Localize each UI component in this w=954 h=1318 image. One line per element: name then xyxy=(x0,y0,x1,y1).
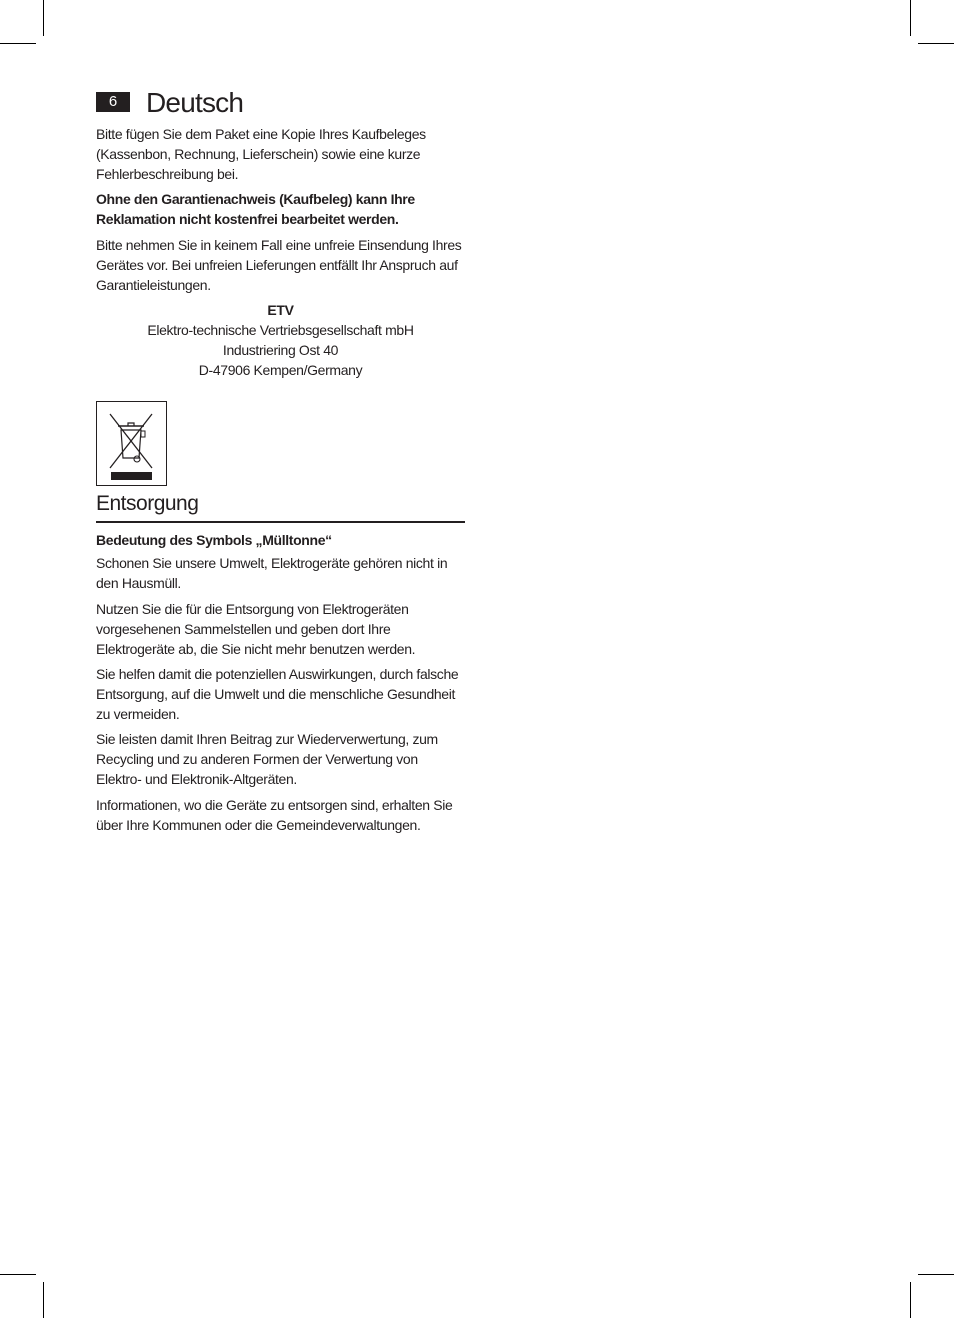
crop-mark xyxy=(0,1274,36,1275)
warranty-paragraph-2: Ohne den Garantienachweis (Kaufbeleg) kann Ihre Reklamation nicht kostenfrei bearbeitet werden. xyxy=(96,191,415,227)
section-subheading: Bedeutung des Symbols „Mülltonne“ xyxy=(96,532,332,548)
disposal-paragraph-3: Sie helfen damit die potenziellen Auswirkungen, durch falsche Entsorgung, auf die Umwelt und die menschliche Gesundheit zu vermeiden. xyxy=(96,666,459,722)
crop-mark xyxy=(0,43,36,44)
disposal-paragraph-2: Nutzen Sie die für die Entsorgung von Elektrogeräten vorgesehenen Sammelstellen und geben dort Ihre Elektrogeräte ab, die Sie nicht mehr benutzen werden. xyxy=(96,601,416,657)
crop-mark xyxy=(43,1282,44,1318)
crop-mark xyxy=(43,0,44,36)
crop-mark xyxy=(918,43,954,44)
crop-mark xyxy=(910,1282,911,1318)
crop-mark xyxy=(918,1274,954,1275)
crop-mark xyxy=(910,0,911,36)
page-number: 6 xyxy=(96,92,130,112)
page-title: Deutsch xyxy=(146,87,244,118)
section-heading-disposal: Entsorgung xyxy=(96,490,465,523)
company-full-name: Elektro-technische Vertriebsgesellschaft mbH xyxy=(147,322,414,338)
disposal-paragraph-4: Sie leisten damit Ihren Beitrag zur Wiederverwertung, zum Recycling und zu anderen Formen der Verwertung von Elektro- und Elektronik-Altgeräten. xyxy=(96,731,438,787)
crossed-out-wheelie-bin-icon xyxy=(96,401,167,486)
company-address xyxy=(96,300,465,380)
company-street: Industriering Ost 40 xyxy=(222,342,339,358)
company-short-name: ETV xyxy=(267,302,294,318)
disposal-paragraph-5: Informationen, wo die Geräte zu entsorgen sind, erhalten Sie über Ihre Kommunen oder die Gemeindeverwaltungen. xyxy=(96,797,453,833)
warranty-paragraph-1: Bitte fügen Sie dem Paket eine Kopie Ihres Kaufbeleges (Kassenbon, Rechnung, Lieferschein) sowie eine kurze Fehlerbeschreibung bei. xyxy=(96,126,426,182)
warranty-paragraph-3: Bitte nehmen Sie in keinem Fall eine unfreie Einsendung Ihres Gerätes vor. Bei unfreien Lieferungen entfällt Ihr Anspruch auf Garantieleistungen. xyxy=(96,237,462,293)
company-city: D-47906 Kempen/Germany xyxy=(198,362,363,378)
disposal-paragraph-1: Schonen Sie unsere Umwelt, Elektrogeräte gehören nicht in den Hausmüll. xyxy=(96,555,448,591)
